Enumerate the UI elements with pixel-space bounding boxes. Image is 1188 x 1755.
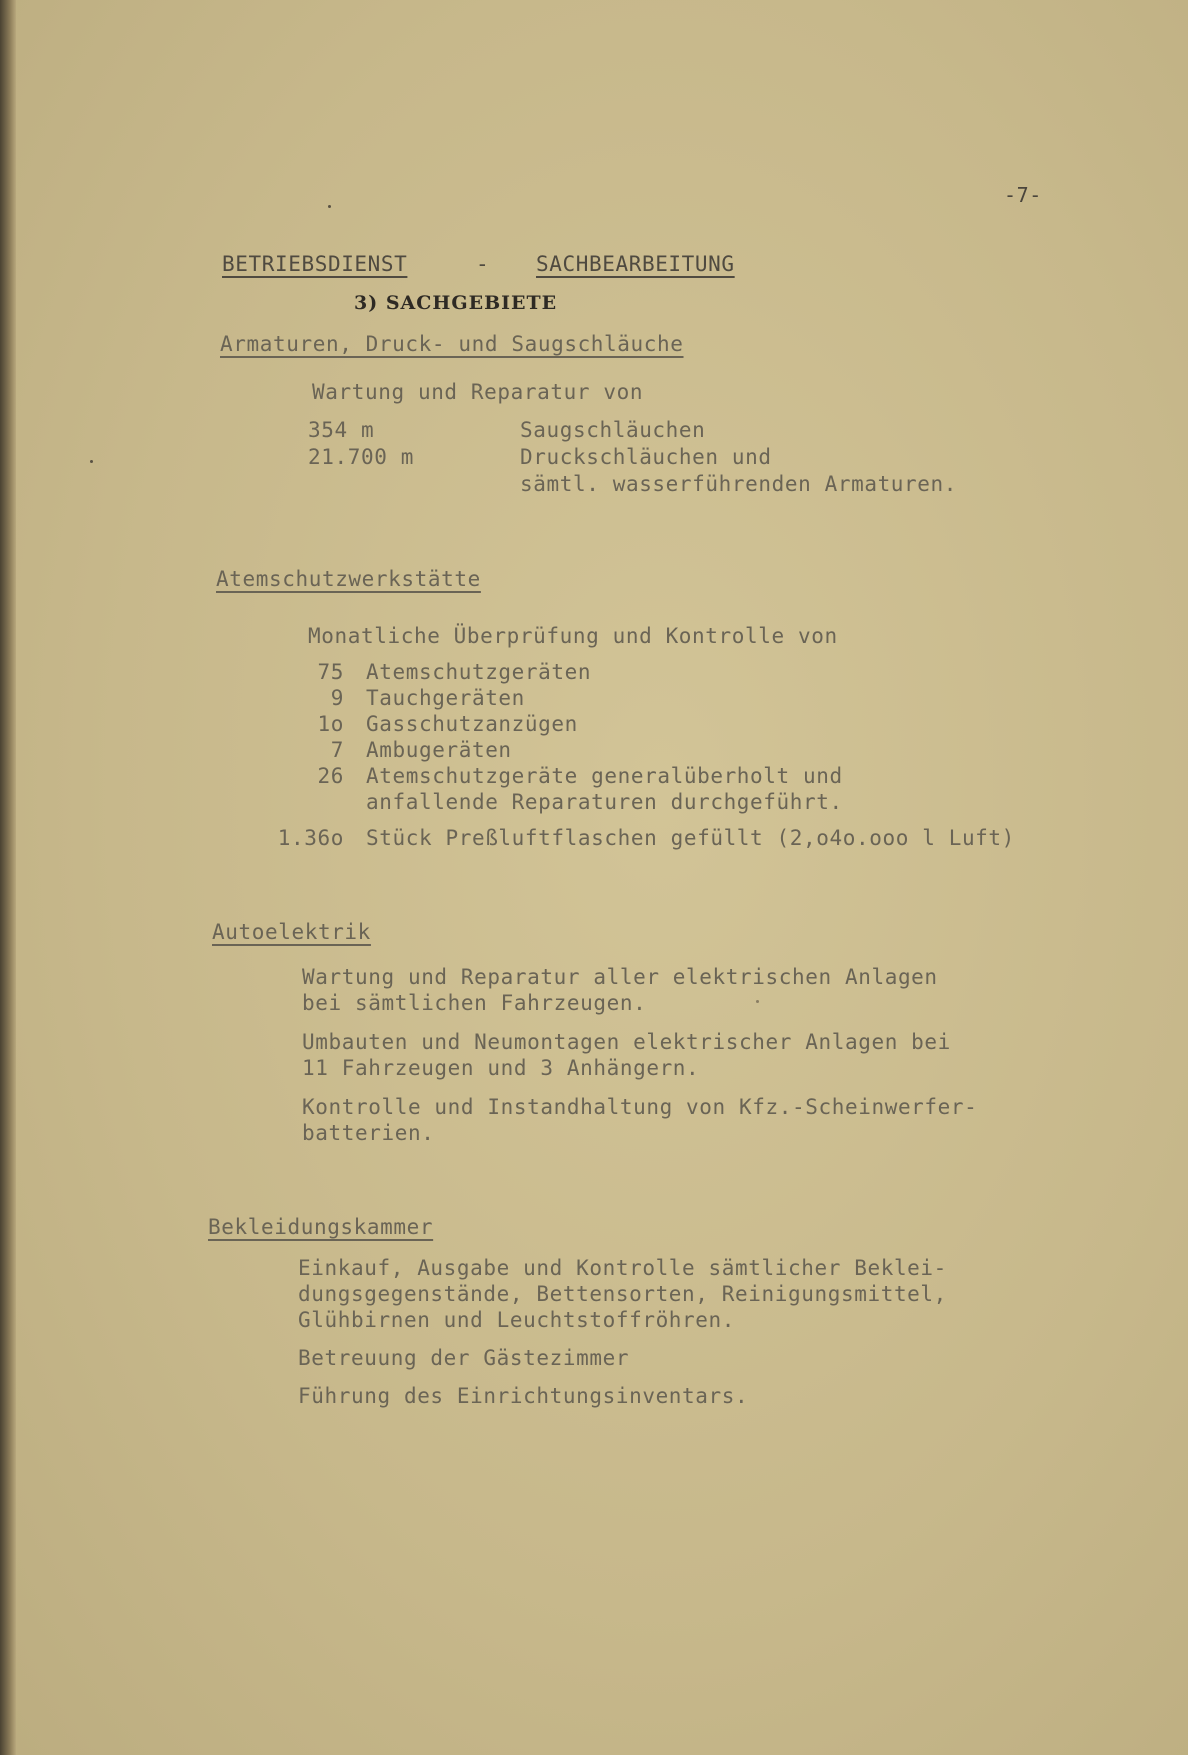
atemschutz-text: anfallende Reparaturen durchgeführt. bbox=[366, 790, 843, 814]
atemschutz-text: Ambugeräten bbox=[366, 738, 512, 762]
bekleidung-line: Betreuung der Gästezimmer bbox=[298, 1346, 630, 1370]
atemschutz-intro: Monatliche Überprüfung und Kontrolle von bbox=[308, 624, 838, 648]
binding-edge bbox=[0, 0, 16, 1755]
atemschutz-qty: 7 bbox=[330, 738, 344, 762]
armaturen-qty: 354 m bbox=[308, 418, 375, 442]
autoelektrik-line: bei sämtlichen Fahrzeugen. bbox=[302, 991, 647, 1015]
armaturen-qty: 21.700 m bbox=[308, 445, 414, 469]
atemschutz-text: Tauchgeräten bbox=[366, 686, 525, 710]
header-left: BETRIEBSDIENST bbox=[222, 252, 408, 276]
bekleidung-line: Einkauf, Ausgabe und Kontrolle sämtlicher Beklei- bbox=[298, 1256, 947, 1280]
bekleidung-line: Führung des Einrichtungsinventars. bbox=[298, 1384, 749, 1408]
header-dash: - bbox=[476, 252, 490, 276]
section-title-autoelektrik: Autoelektrik bbox=[212, 920, 371, 944]
atemschutz-qty: 9 bbox=[330, 686, 344, 710]
autoelektrik-line: Wartung und Reparatur aller elektrischen Anlagen bbox=[302, 965, 938, 989]
atemschutz-qty: 1.36o bbox=[277, 826, 344, 850]
atemschutz-qty: 75 bbox=[317, 660, 344, 684]
armaturen-text: sämtl. wasserführenden Armaturen. bbox=[520, 472, 958, 496]
bekleidung-line: Glühbirnen und Leuchtstoffröhren. bbox=[298, 1308, 736, 1332]
section-title-atemschutz: Atemschutzwerkstätte bbox=[216, 567, 481, 591]
atemschutz-text: Gasschutzanzügen bbox=[366, 712, 578, 736]
atemschutz-text: Stück Preßluftflaschen gefüllt (2,o4o.ooo l Luft) bbox=[366, 826, 1015, 850]
autoelektrik-line: Kontrolle und Instandhaltung von Kfz.-Scheinwerfer- bbox=[302, 1095, 978, 1119]
autoelektrik-line: batterien. bbox=[302, 1121, 435, 1145]
bekleidung-line: dungsgegenstände, Bettensorten, Reinigungsmittel, bbox=[298, 1282, 947, 1306]
document-page bbox=[16, 0, 1188, 1755]
paper-speck bbox=[756, 1000, 759, 1003]
atemschutz-text: Atemschutzgeräten bbox=[366, 660, 592, 684]
atemschutz-qty: 26 bbox=[317, 764, 344, 788]
armaturen-intro: Wartung und Reparatur von bbox=[312, 380, 644, 404]
section-title-armaturen: Armaturen, Druck- und Saugschläuche bbox=[220, 332, 684, 356]
armaturen-text: Saugschläuchen bbox=[520, 418, 706, 442]
atemschutz-qty: 1o bbox=[317, 712, 344, 736]
armaturen-text: Druckschläuchen und bbox=[520, 445, 772, 469]
paper-speck bbox=[90, 460, 93, 463]
atemschutz-text: Atemschutzgeräte generalüberholt und bbox=[366, 764, 843, 788]
header-right: SACHBEARBEITUNG bbox=[536, 252, 735, 276]
section-subtitle: 3) SACHGEBIETE bbox=[354, 292, 558, 314]
page-number: -7- bbox=[1004, 183, 1042, 207]
section-title-bekleidung: Bekleidungskammer bbox=[208, 1215, 434, 1239]
autoelektrik-line: 11 Fahrzeugen und 3 Anhängern. bbox=[302, 1056, 700, 1080]
paper-speck bbox=[328, 205, 331, 208]
autoelektrik-line: Umbauten und Neumontagen elektrischer Anlagen bei bbox=[302, 1030, 951, 1054]
